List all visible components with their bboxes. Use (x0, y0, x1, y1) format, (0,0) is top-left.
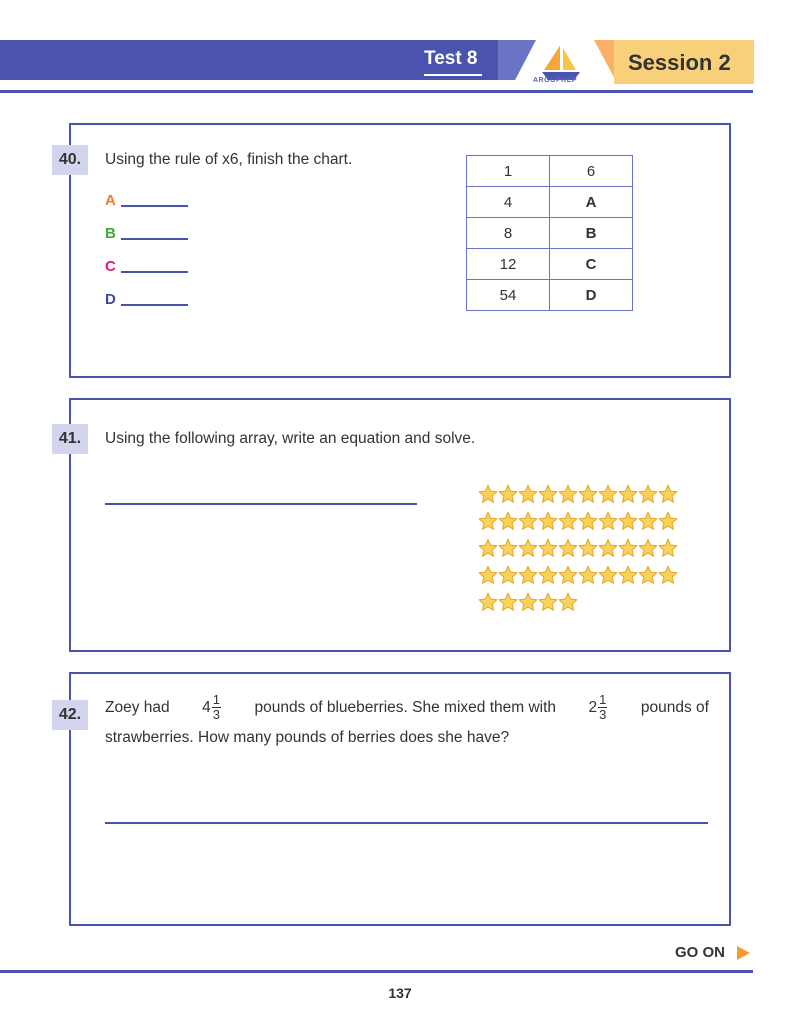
star-icon (658, 507, 678, 534)
answer-line-42[interactable] (105, 822, 708, 824)
answer-line-c[interactable] (121, 271, 188, 273)
star-icon (658, 561, 678, 588)
star-icon (598, 561, 618, 588)
table-cell-answer-d: D (550, 280, 633, 311)
table-row (467, 156, 633, 187)
star-icon (558, 588, 578, 615)
star-icon (518, 507, 538, 534)
star-icon (538, 507, 558, 534)
star-icon (618, 507, 638, 534)
answer-line-d[interactable] (121, 304, 188, 306)
star-icon (498, 561, 518, 588)
question-40-text: Using the rule of x6, finish the chart. (105, 151, 353, 168)
question-42-text-a: Zoey had (105, 699, 170, 716)
star-icon (478, 561, 498, 588)
rule-chart (466, 155, 633, 311)
star-icon (538, 588, 558, 615)
question-42-line-2: strawberries. How many pounds of berries does she have? (105, 729, 510, 746)
star-icon (518, 480, 538, 507)
fraction-2-denominator: 3 (599, 707, 607, 723)
star-icon (598, 507, 618, 534)
table-cell: 12 (467, 249, 550, 280)
fraction-1-denominator: 3 (212, 707, 220, 723)
table-cell: 6 (550, 156, 633, 187)
arrow-right-icon (737, 946, 750, 960)
session-title: Session 2 (628, 50, 731, 75)
star-icon (558, 480, 578, 507)
star-icon (538, 480, 558, 507)
table-cell: 1 (467, 156, 550, 187)
star-array (478, 480, 678, 615)
star-icon (618, 561, 638, 588)
star-icon (578, 480, 598, 507)
answer-label-a: A (105, 192, 116, 209)
star-icon (478, 534, 498, 561)
star-icon (518, 588, 538, 615)
logo-text: ARGOPREP (533, 77, 578, 84)
star-icon (478, 480, 498, 507)
header-divider (0, 90, 753, 93)
test-title-underline (424, 74, 482, 76)
table-row (467, 187, 633, 218)
star-icon (638, 480, 658, 507)
star-icon (658, 480, 678, 507)
table-cell-answer-b: B (550, 218, 633, 249)
answer-label-d: D (105, 291, 116, 308)
star-icon (598, 480, 618, 507)
table-cell: 4 (467, 187, 550, 218)
star-icon (618, 534, 638, 561)
star-icon (638, 534, 658, 561)
star-icon (558, 561, 578, 588)
mixed-number-2 (589, 693, 609, 723)
star-icon (598, 534, 618, 561)
question-42-line-1 (105, 693, 709, 723)
star-icon (658, 534, 678, 561)
question-41-number: 41. (52, 424, 88, 454)
star-icon (518, 534, 538, 561)
star-icon (538, 561, 558, 588)
table-cell: 54 (467, 280, 550, 311)
star-icon (498, 588, 518, 615)
table-row (467, 218, 633, 249)
star-icon (578, 507, 598, 534)
table-cell: 8 (467, 218, 550, 249)
star-icon (498, 480, 518, 507)
mixed-number-1 (202, 693, 222, 723)
answer-line-a[interactable] (121, 205, 188, 207)
question-42-text (105, 693, 709, 753)
answer-line-b[interactable] (121, 238, 188, 240)
question-42-number: 42. (52, 700, 88, 730)
go-on-label: GO ON (675, 944, 726, 961)
table-cell-answer-c: C (550, 249, 633, 280)
question-42-text-c: pounds of (640, 699, 709, 716)
answer-line-41[interactable] (105, 503, 417, 505)
mixed-number-2-whole: 2 (588, 699, 598, 716)
question-42-text-b: pounds of blueberries. She mixed them with (254, 699, 557, 716)
fraction-1-numerator: 1 (212, 692, 220, 708)
star-icon (618, 480, 638, 507)
star-icon (478, 588, 498, 615)
answer-label-c: C (105, 258, 116, 275)
fraction-1 (212, 693, 221, 722)
mixed-number-1-whole: 4 (202, 699, 211, 716)
star-icon (478, 507, 498, 534)
test-title: Test 8 (424, 48, 478, 69)
star-icon (578, 534, 598, 561)
question-40-number: 40. (52, 145, 88, 175)
star-icon (498, 534, 518, 561)
star-icon (558, 534, 578, 561)
star-icon (538, 534, 558, 561)
star-icon (638, 561, 658, 588)
star-icon (518, 561, 538, 588)
star-icon (638, 507, 658, 534)
question-41-text: Using the following array, write an equation and solve. (105, 430, 476, 447)
table-cell-answer-a: A (550, 187, 633, 218)
footer-divider (0, 970, 753, 973)
star-icon (498, 507, 518, 534)
fraction-2-numerator: 1 (599, 692, 607, 708)
table-row (467, 249, 633, 280)
page-number: 137 (388, 985, 412, 1001)
table-row (467, 280, 633, 311)
fraction-2 (598, 693, 607, 722)
star-icon (558, 507, 578, 534)
star-icon (578, 561, 598, 588)
answer-label-b: B (105, 225, 116, 242)
